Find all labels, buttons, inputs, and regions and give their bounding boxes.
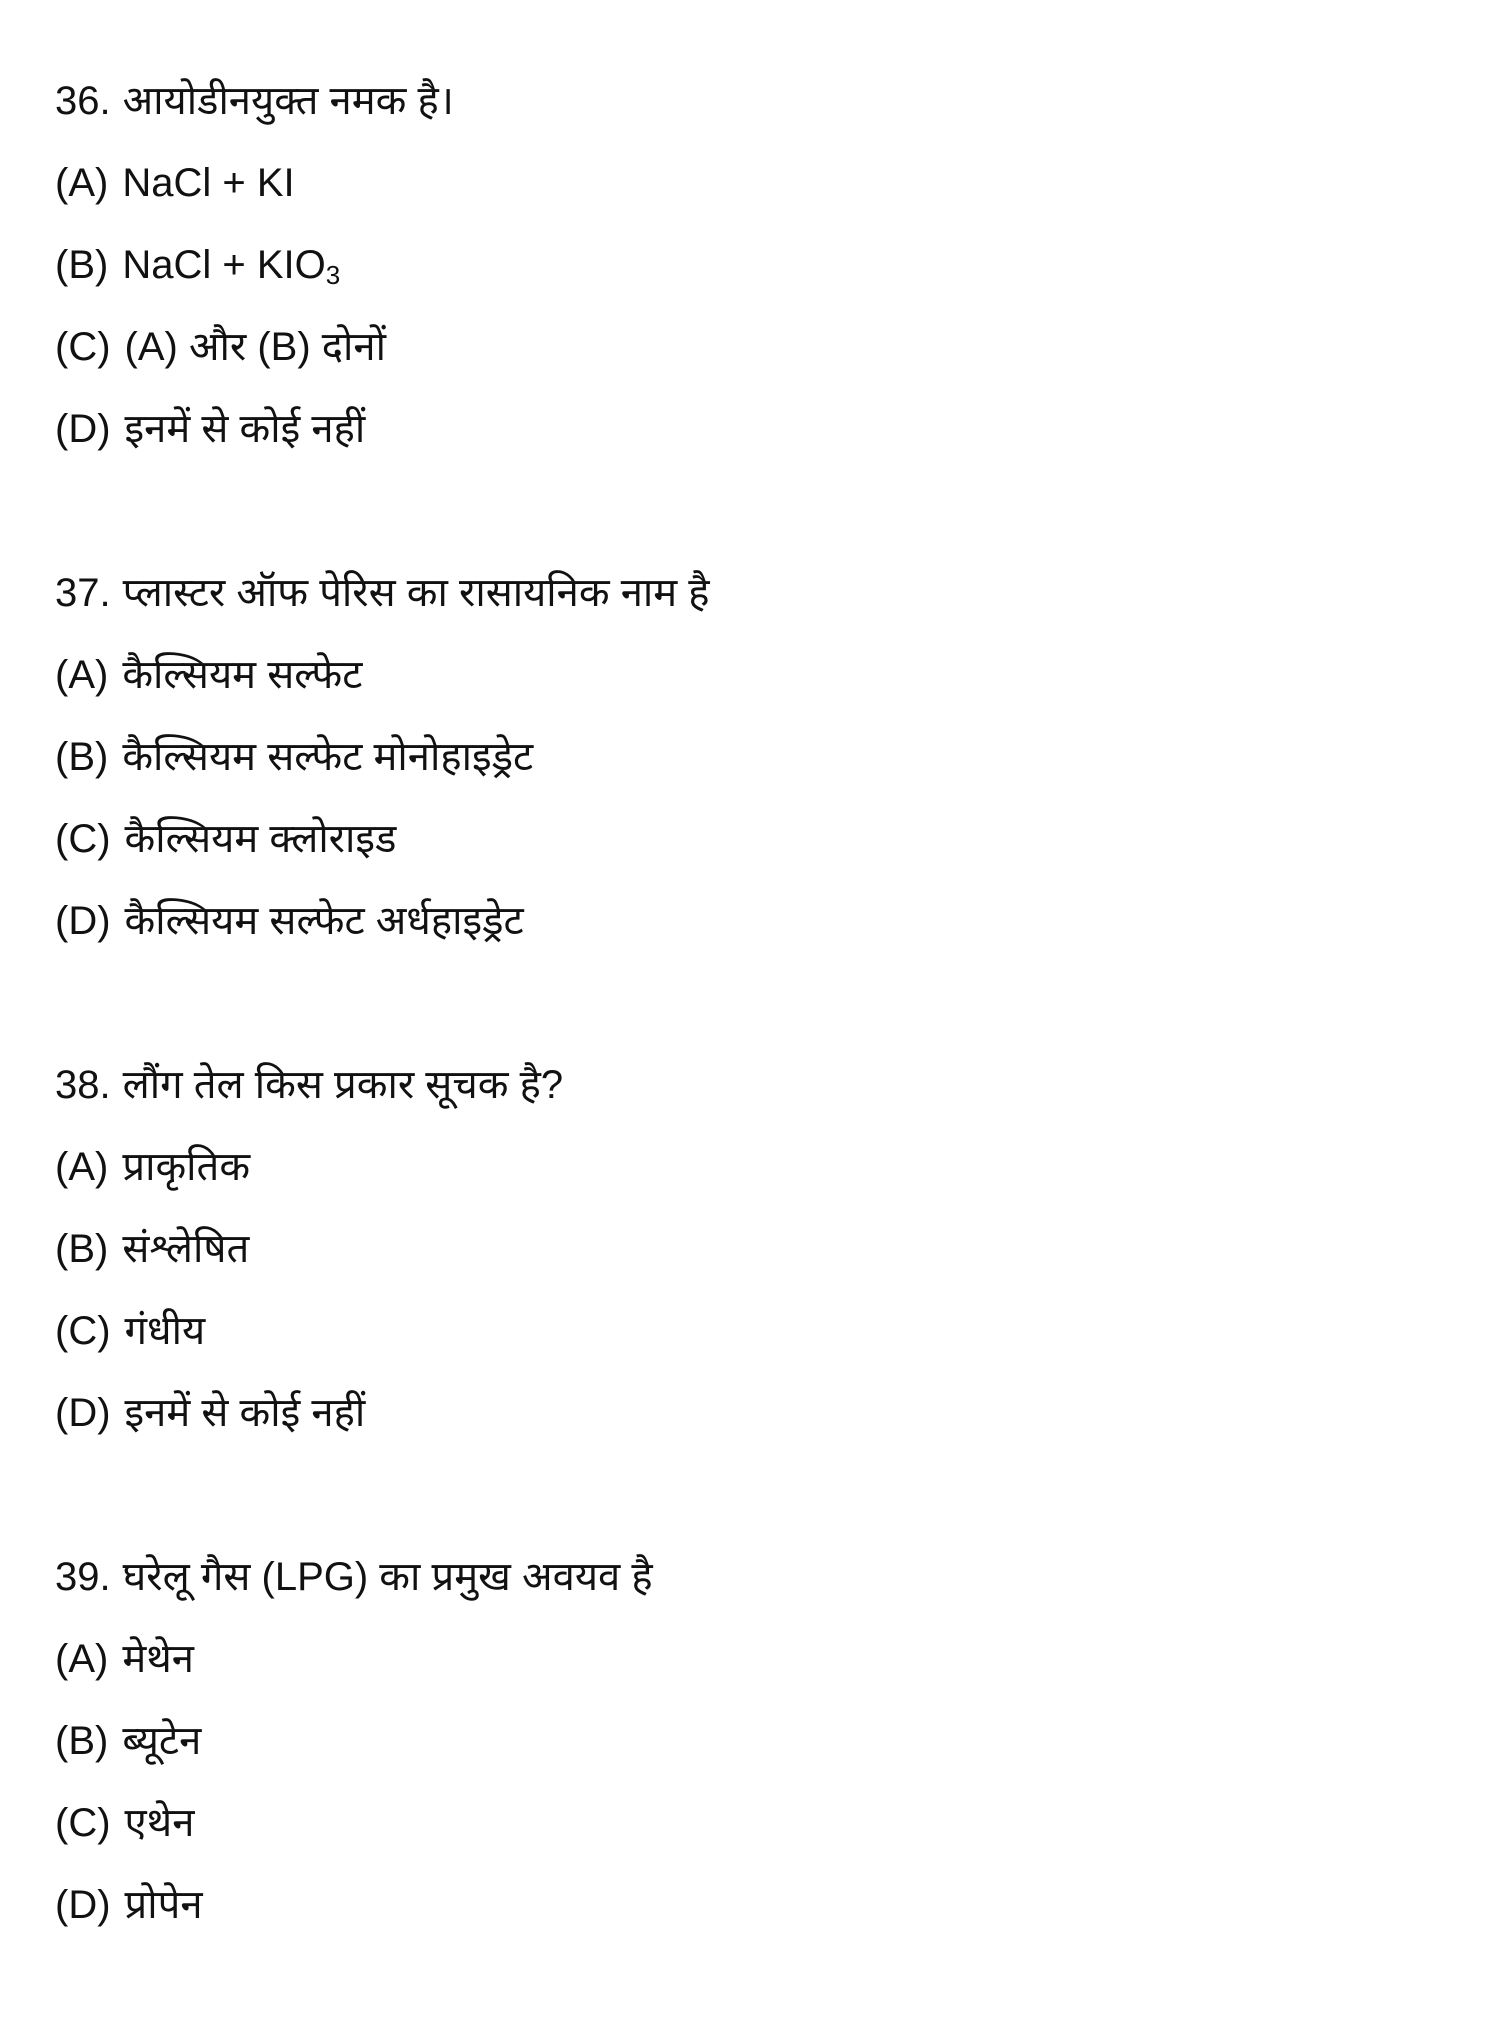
option-text: मेथेन: [122, 1637, 195, 1681]
option-label: (B): [55, 243, 109, 287]
option-line: [55, 880, 710, 962]
question-line: [55, 1044, 710, 1126]
option-label: (B): [55, 1227, 109, 1271]
option-label: (B): [55, 1719, 109, 1763]
option-text: संश्लेषित: [122, 1227, 250, 1271]
question-number: 39.: [55, 1555, 111, 1599]
option-label: (A): [55, 1637, 109, 1681]
option-text: प्रोपेन: [124, 1883, 203, 1927]
question-text: घरेलू गैस (LPG) का प्रमुख अवयव है: [122, 1555, 653, 1599]
option-label: (D): [55, 899, 111, 943]
option-line: [55, 1782, 710, 1864]
option-line: [55, 306, 710, 388]
question-block: [55, 1536, 710, 1946]
option-line: [55, 1126, 710, 1208]
question-text: लौंग तेल किस प्रकार सूचक है?: [122, 1063, 564, 1107]
question-line: [55, 1536, 710, 1618]
option-label: (D): [55, 1883, 111, 1927]
option-label: (A): [55, 1145, 109, 1189]
option-text: गंधीय: [124, 1309, 206, 1353]
option-line: [55, 634, 710, 716]
question-list: [55, 60, 710, 2028]
question-line: [55, 60, 710, 142]
option-label: (C): [55, 1309, 111, 1353]
option-line: [55, 798, 710, 880]
option-line: [55, 142, 710, 224]
option-label: (C): [55, 1801, 111, 1845]
question-text: प्लास्टर ऑफ पेरिस का रासायनिक नाम है: [122, 571, 710, 615]
option-line: [55, 1864, 710, 1946]
option-text: कैल्सियम सल्फेट अर्धहाइड्रेट: [124, 899, 524, 943]
option-text: (A) और (B) दोनों: [124, 325, 386, 369]
option-text: ब्यूटेन: [122, 1719, 202, 1763]
option-label: (D): [55, 1391, 111, 1435]
option-line: [55, 1290, 710, 1372]
option-text: कैल्सियम सल्फेट: [122, 653, 363, 697]
option-text: कैल्सियम क्लोराइड: [124, 817, 397, 861]
option-text: कैल्सियम सल्फेट मोनोहाइड्रेट: [122, 735, 534, 779]
option-text: NaCl + KI: [122, 161, 295, 205]
option-label: (A): [55, 161, 109, 205]
option-label: (C): [55, 325, 111, 369]
option-subscript: 3: [325, 260, 341, 290]
question-block: [55, 60, 710, 470]
option-label: (D): [55, 407, 111, 451]
question-number: 38.: [55, 1063, 111, 1107]
option-text: एथेन: [124, 1801, 195, 1845]
option-line: [55, 1618, 710, 1700]
option-text: प्राकृतिक: [122, 1145, 251, 1189]
option-line: [55, 224, 710, 306]
option-text: इनमें से कोई नहीं: [124, 1391, 366, 1435]
option-line: [55, 1372, 710, 1454]
option-line: [55, 716, 710, 798]
option-label: (C): [55, 817, 111, 861]
option-line: [55, 388, 710, 470]
question-number: 36.: [55, 79, 111, 123]
question-number: 37.: [55, 571, 111, 615]
question-block: [55, 552, 710, 962]
option-text: इनमें से कोई नहीं: [124, 407, 366, 451]
option-line: [55, 1700, 710, 1782]
option-text: NaCl + KIO: [122, 243, 326, 287]
question-line: [55, 552, 710, 634]
option-label: (B): [55, 735, 109, 779]
question-text: आयोडीनयुक्त नमक है।: [122, 79, 454, 123]
question-block: [55, 1044, 710, 1454]
option-label: (A): [55, 653, 109, 697]
option-line: [55, 1208, 710, 1290]
